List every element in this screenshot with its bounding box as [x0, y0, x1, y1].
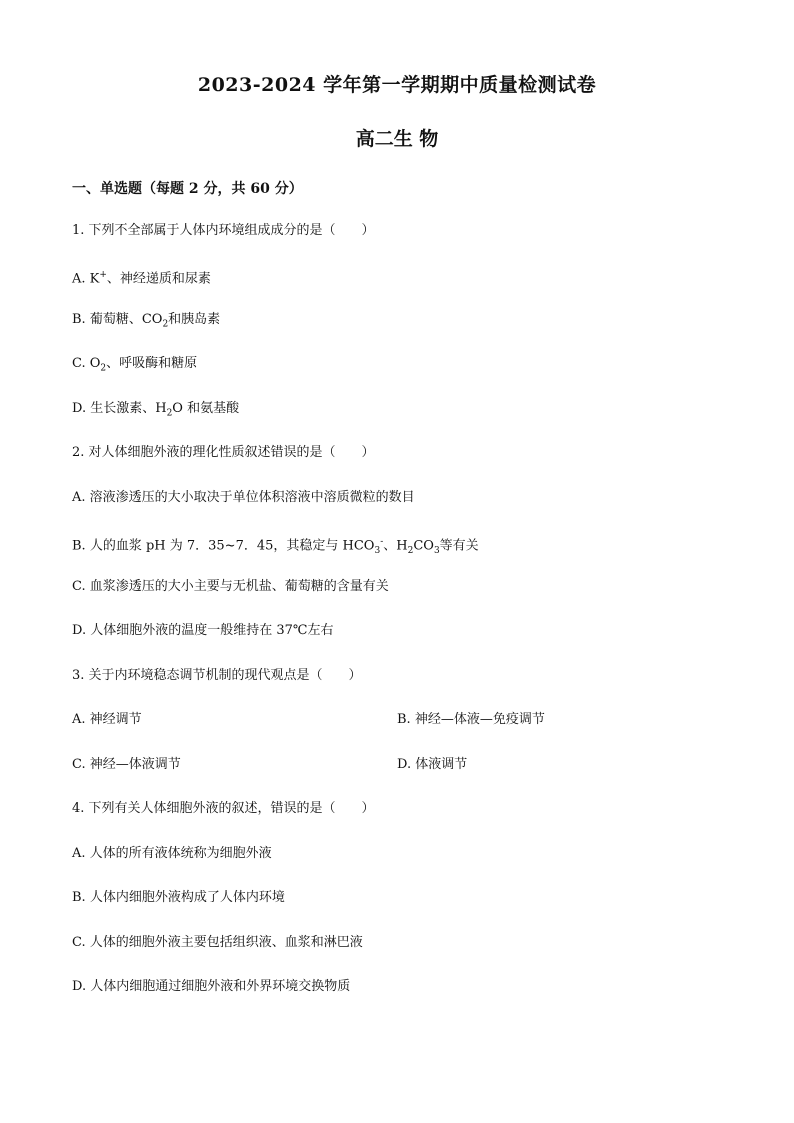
- question-2-option-a: A. 溶液渗透压的大小取决于单位体积溶液中溶质微粒的数目: [72, 490, 415, 505]
- question-3-option-b: B. 神经—体液—免疫调节: [397, 712, 545, 727]
- section-heading: 一、单选题（每题 2 分，共 60 分）: [72, 181, 303, 197]
- question-4-option-d: D. 人体内细胞通过细胞外液和外界环境交换物质: [72, 979, 351, 994]
- question-1-option-a: A. K+、神经递质和尿素: [72, 270, 211, 287]
- question-2-option-b: B. 人的血浆 pH 为 7．35~7．45，其稳定与 $HCO_3^-$、$H_2CO_3$等有关: [72, 537, 479, 556]
- question-3-option-c: C. 神经—体液调节: [72, 757, 181, 772]
- question-1-option-c: C. $O_2$、呼吸酶和糖原: [72, 356, 198, 374]
- exam-title: 2023-2024 学年第一学期期中质量检测试卷: [197, 74, 597, 96]
- question-2-stem: 2. 对人体细胞外液的理化性质叙述错误的是（ ）: [72, 445, 375, 460]
- question-3-option-d: D. 体液调节: [397, 757, 468, 772]
- question-4-option-a: A. 人体的所有液体统称为细胞外液: [72, 846, 272, 861]
- question-3-stem: 3. 关于内环境稳态调节机制的现代观点是（ ）: [72, 668, 362, 683]
- question-4-option-b: B. 人体内细胞外液构成了人体内环境: [72, 890, 285, 905]
- question-2-option-c: C. 血浆渗透压的大小主要与无机盐、葡萄糖的含量有关: [72, 579, 389, 594]
- question-2-option-d: D. 人体细胞外液的温度一般维持在 37℃左右: [72, 623, 334, 638]
- question-1-option-d: D. 生长激素、$H_2O$ 和氨基酸: [72, 401, 240, 419]
- question-4-stem: 4. 下列有关人体细胞外液的叙述，错误的是（ ）: [72, 801, 375, 816]
- question-1-stem: 1. 下列不全部属于人体内环境组成成分的是（ ）: [72, 223, 375, 238]
- question-3-option-a: A. 神经调节: [72, 712, 142, 727]
- question-1-option-b: B. 葡萄糖、$CO_2$和胰岛素: [72, 312, 221, 330]
- exam-subject: 高二生 物: [355, 128, 439, 150]
- question-4-option-c: C. 人体的细胞外液主要包括组织液、血浆和淋巴液: [72, 935, 363, 950]
